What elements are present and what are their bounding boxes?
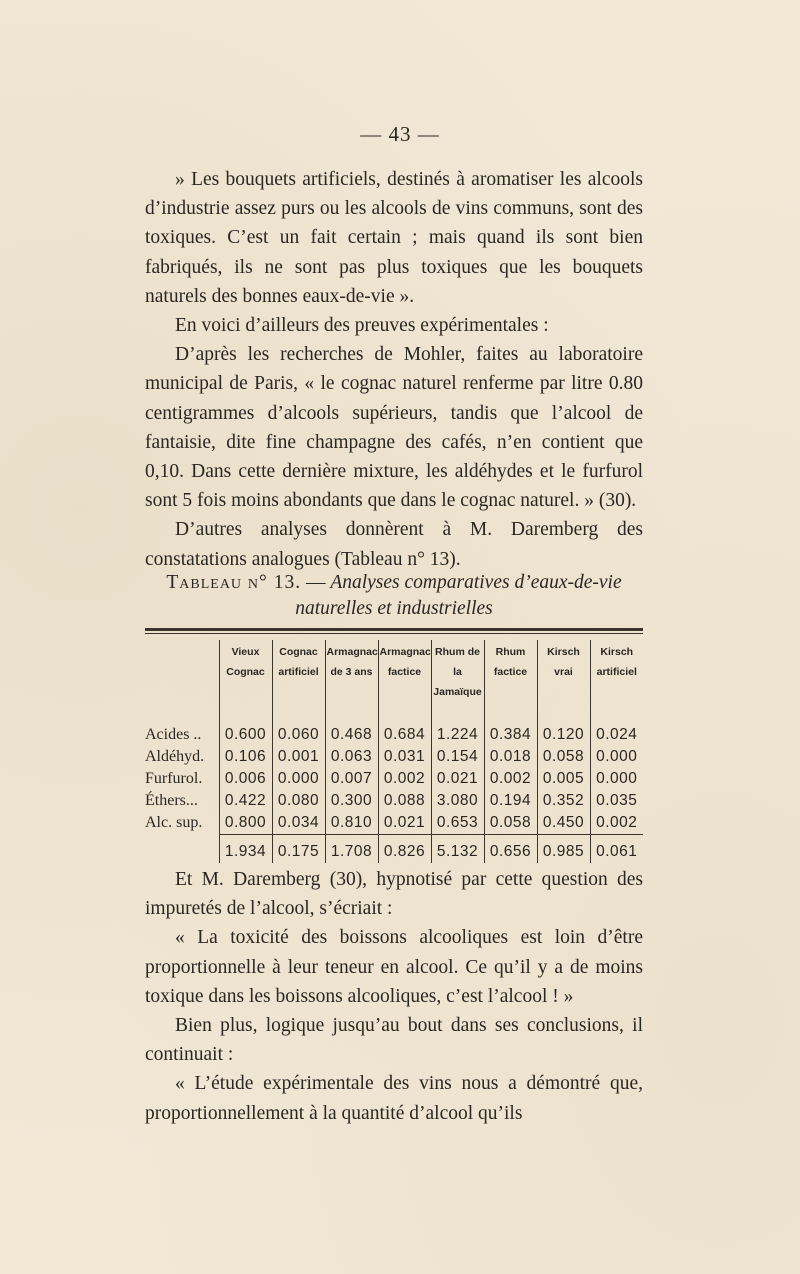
page-number: — 43 — [360,122,440,146]
table-cell: 0.000 [272,768,325,790]
table-cell: 0.018 [484,746,537,768]
table-header-row [145,640,643,710]
table-cell: 0.154 [431,746,484,768]
row-label: Éthers... [145,792,198,809]
table-cell: 0.005 [537,768,590,790]
paragraph: D’autres analyses donnèrent à M. Daremberg des constatations analogues (Tableau n° 13). [145,519,643,570]
column-header: Vieux Cognac [219,640,272,710]
table-row [145,768,643,790]
table-cell: 3.080 [431,790,484,812]
total-cell: 1.934 [219,835,272,864]
paragraph: « La toxicité des boissons alcooliques est loin d’être proportionnelle à leur teneur en alcool. Ce qu’il y a de moins toxique dans les boissons alcooliques, c’est l’alcool ! » [145,927,643,1007]
table-cell: 0.194 [484,790,537,812]
total-cell: 0.061 [590,835,643,864]
table-cell: 0.468 [325,710,378,746]
table-caption-label: Tableau n° 13. [166,572,302,593]
total-cell: 1.708 [325,835,378,864]
column-header: Armagnac de 3 ans [325,640,378,710]
table-cell: 0.384 [484,710,537,746]
column-header: Kirsch artificiel [590,640,643,710]
table-cell: 0.035 [590,790,643,812]
total-cell: 0.175 [272,835,325,864]
paragraph: Bien plus, logique jusqu’au bout dans ses conclusions, il continuait : [145,1015,643,1066]
column-header: Rhum de la Jamaïque [431,640,484,710]
table-caption [145,570,643,622]
total-cell: 0.826 [378,835,431,864]
table-cell: 0.000 [590,746,643,768]
table-row [145,812,643,835]
table-cell: 0.450 [537,812,590,835]
row-label: Alc. sup. [145,814,203,832]
column-header: Kirsch vrai [537,640,590,710]
table-caption-dash: — [301,572,331,593]
table-cell: 0.002 [378,768,431,790]
total-cell: 0.985 [537,835,590,864]
column-header: Rhum factice [484,640,537,710]
body-text-top [145,165,643,574]
table-cell: 0.063 [325,746,378,768]
table-cell: 0.024 [590,710,643,746]
table-cell: 0.600 [219,710,272,746]
table-cell: 0.684 [378,710,431,746]
table-cell: 0.120 [537,710,590,746]
paragraph: » Les bouquets artificiels, destinés à aromatiser les alcools d’industrie assez purs ou les alcools de vins communs, sont des toxiques. C’est un fait certain ; mais quand ils sont bien fabriqués, ils ne sont pas plus toxiques que les bouquets naturels des bonnes eaux-de-vie ». [145,169,643,307]
table-cell: 0.653 [431,812,484,835]
analysis-table [145,640,643,863]
comparison-table [145,628,643,863]
table-cell: 0.002 [590,812,643,835]
paragraph: Et M. Daremberg (30), hypnotisé par cette question des impuretés de l’alcool, s’écriait : [145,869,643,920]
table-cell: 0.810 [325,812,378,835]
table-cell: 0.422 [219,790,272,812]
table-cell: 1.224 [431,710,484,746]
table-cell: 0.300 [325,790,378,812]
total-cell: 5.132 [431,835,484,864]
table-cell: 0.006 [219,768,272,790]
total-cell: 0.656 [484,835,537,864]
table-cell: 0.000 [590,768,643,790]
paragraph: « L’étude expérimentale des vins nous a démontré que, proportionnellement à la quantité d’alcool qu’ils [145,1073,643,1124]
table-cell: 0.080 [272,790,325,812]
row-header-corner [145,640,219,710]
table-row [145,710,643,746]
table-cell: 0.001 [272,746,325,768]
table-cell: 0.031 [378,746,431,768]
table-cell: 0.106 [219,746,272,768]
table-rule [145,628,643,631]
table-row [145,790,643,812]
table-cell: 0.058 [537,746,590,768]
body-text-bottom [145,865,643,1128]
row-label: Aldéhyd. [145,748,205,765]
paragraph: D’après les recherches de Mohler, faites au laboratoire municipal de Paris, « le cognac naturel renferme par litre 0.80 centigrammes d’alcools supérieurs, tandis que l’alcool de fantaisie, dite fine champagne des cafés, n’en contient que 0,10. Dans cette dernière mixture, les aldéhydes et le furfurol sont 5 fois moins abondants que dans le cognac naturel. » (30). [145,344,643,512]
table-cell: 0.058 [484,812,537,835]
table-caption-title: Analyses comparatives d’eaux-de-vie naturelles et industrielles [295,572,622,619]
row-label-empty [145,835,219,864]
column-header: Armagnac factice [378,640,431,710]
table-rule [145,633,643,634]
paragraph: En voici d’ailleurs des preuves expérimentales : [175,315,549,337]
column-header: Cognac artificiel [272,640,325,710]
row-label: Acides .. [145,726,202,743]
table-cell: 0.021 [431,768,484,790]
table-cell: 0.007 [325,768,378,790]
table-cell: 0.800 [219,812,272,835]
table-cell: 0.021 [378,812,431,835]
table-cell: 0.352 [537,790,590,812]
table-cell: 0.034 [272,812,325,835]
table-cell: 0.060 [272,710,325,746]
table-total-row [145,835,643,864]
table-cell: 0.002 [484,768,537,790]
row-label: Furfurol. [145,770,203,787]
table-cell: 0.088 [378,790,431,812]
table-row [145,746,643,768]
